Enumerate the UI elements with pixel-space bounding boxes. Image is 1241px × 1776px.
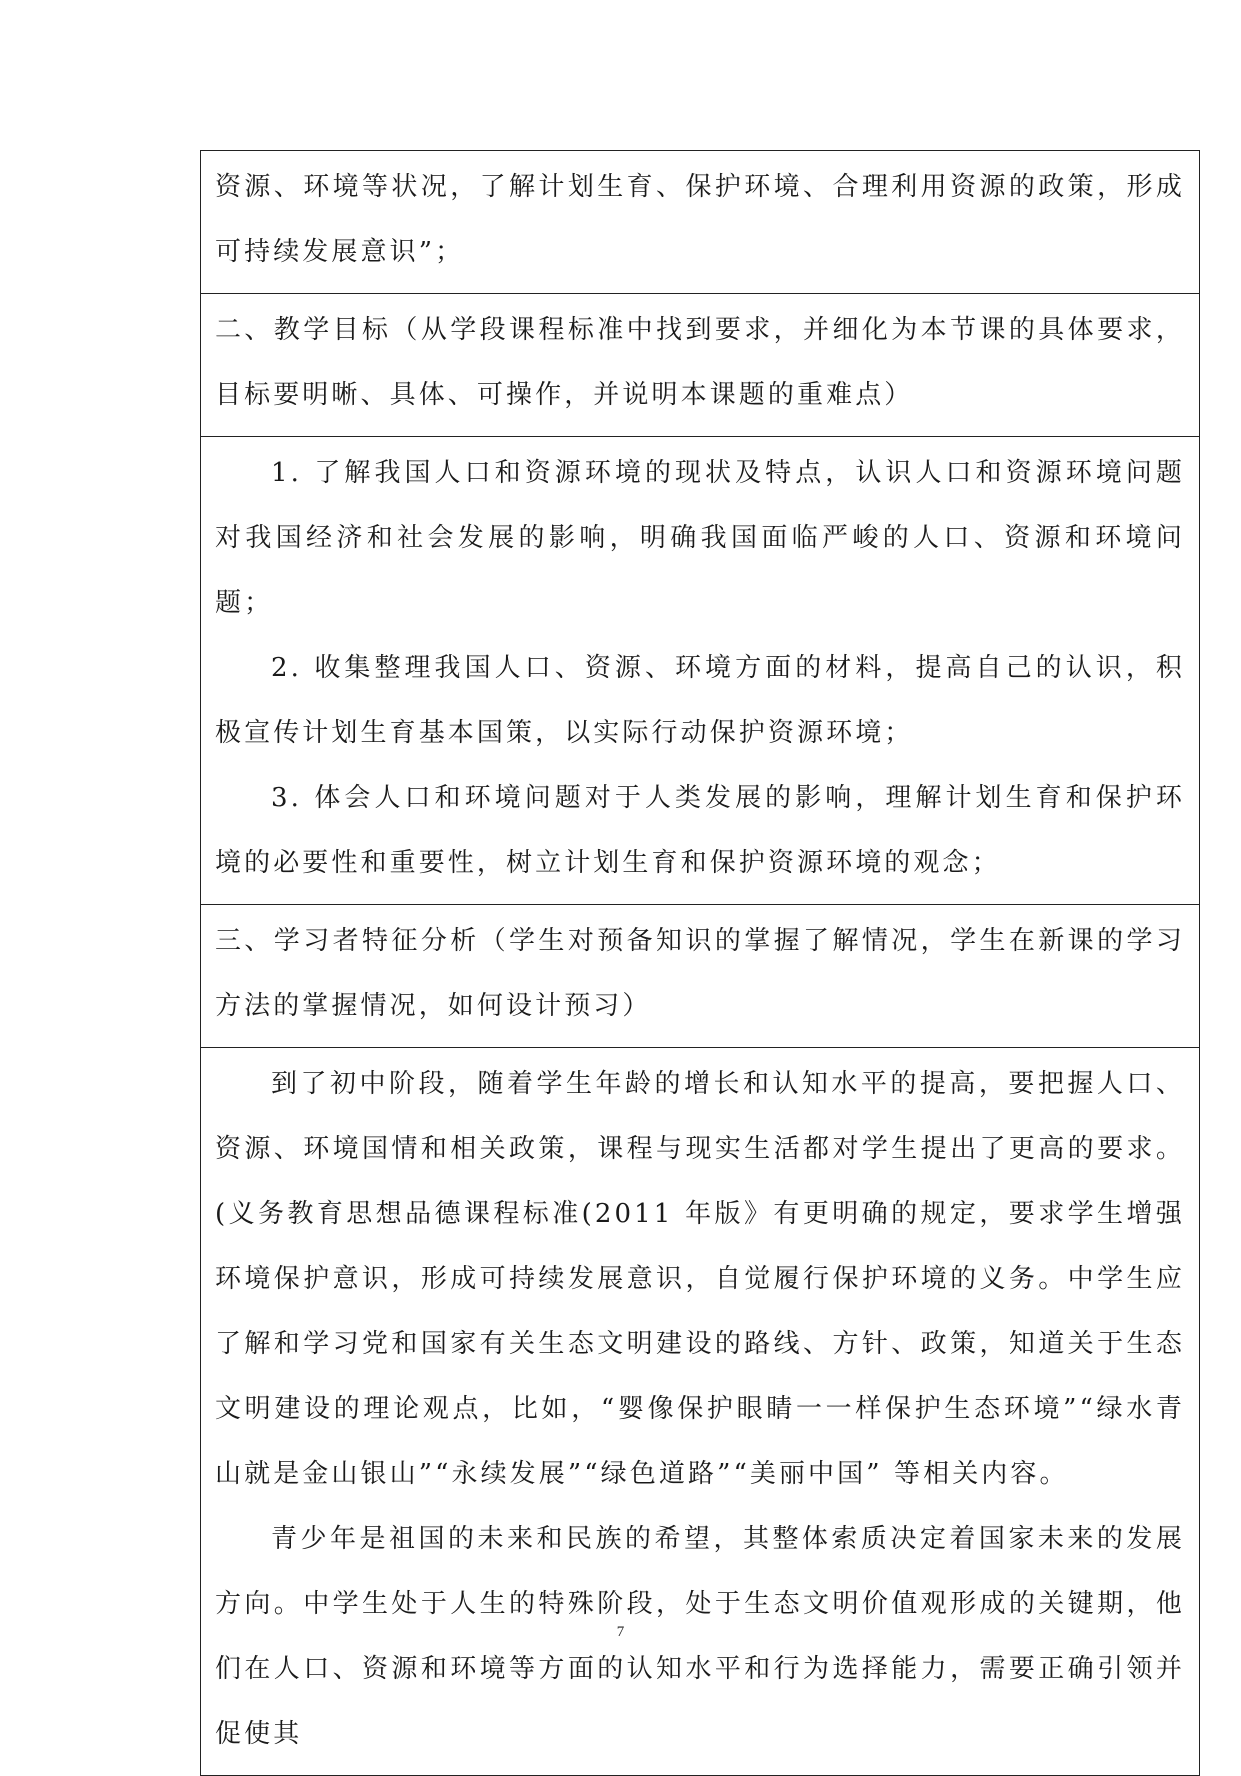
section-heading: 三、学习者特征分析（学生对预备知识的掌握了解情况，学生在新课的学习方法的掌握情况，如何设计预习） bbox=[215, 926, 1185, 1021]
goal-item: 1. 了解我国人口和资源环境的现状及特点，认识人口和资源环境问题对我国经济和社会发展的影响，明确我国面临严峻的人口、资源和环境问题； bbox=[215, 458, 1185, 618]
page-number: 7 bbox=[616, 1624, 625, 1640]
paragraph: 到了初中阶段，随着学生年龄的增长和认知水平的提高，要把握人口、资源、环境国情和相关政策，课程与现实生活都对学生提出了更高的要求。(义务教育思想品德课程标准(2011 年版》有更明确的规定，要求学生增强环境保护意识，形成可持续发展意识，自觉履行保护环境的义务。中学生应了解和学习党和国家有关生态文明建设的路线、方针、政策，知道关于生态文明建设的理论观点，比如，“婴像保护眼睛一一样保护生态环境”“绿水青山就是金山银山”“永续发展”“绿色道路”“美丽中国” 等相关内容。 bbox=[215, 1069, 1185, 1489]
table-row-learner-analysis-heading bbox=[201, 905, 1199, 1048]
lesson-plan-table bbox=[200, 150, 1200, 1776]
table-row-teaching-goals-heading bbox=[201, 294, 1199, 437]
paragraph: 青少年是祖国的未来和民族的希望，其整体索质决定着国家未来的发展方向。中学生处于人生的特殊阶段，处于生态文明价值观形成的关键期，他们在人口、资源和环境等方面的认知水平和行为选择能力，需要正确引领并促使其 bbox=[215, 1524, 1185, 1749]
section-heading: 二、教学目标（从学段课程标准中找到要求，并细化为本节课的具体要求，目标要明晰、具体、可操作，并说明本课题的重难点） bbox=[215, 315, 1185, 410]
table-row-learner-analysis-content bbox=[201, 1048, 1199, 1775]
goal-item: 3. 体会人口和环境问题对于人类发展的影响，理解计划生育和保护环境的必要性和重要性，树立计划生育和保护资源环境的观念； bbox=[215, 783, 1185, 878]
goal-item: 2. 收集整理我国人口、资源、环境方面的材料，提高自己的认识，积极宣传计划生育基本国策，以实际行动保护资源环境； bbox=[215, 653, 1185, 748]
table-row-teaching-goals-content bbox=[201, 437, 1199, 905]
table-row-curriculum-continuation bbox=[201, 151, 1199, 294]
paragraph: 资源、环境等状况，了解计划生育、保护环境、合理利用资源的政策，形成可持续发展意识”； bbox=[215, 172, 1185, 267]
